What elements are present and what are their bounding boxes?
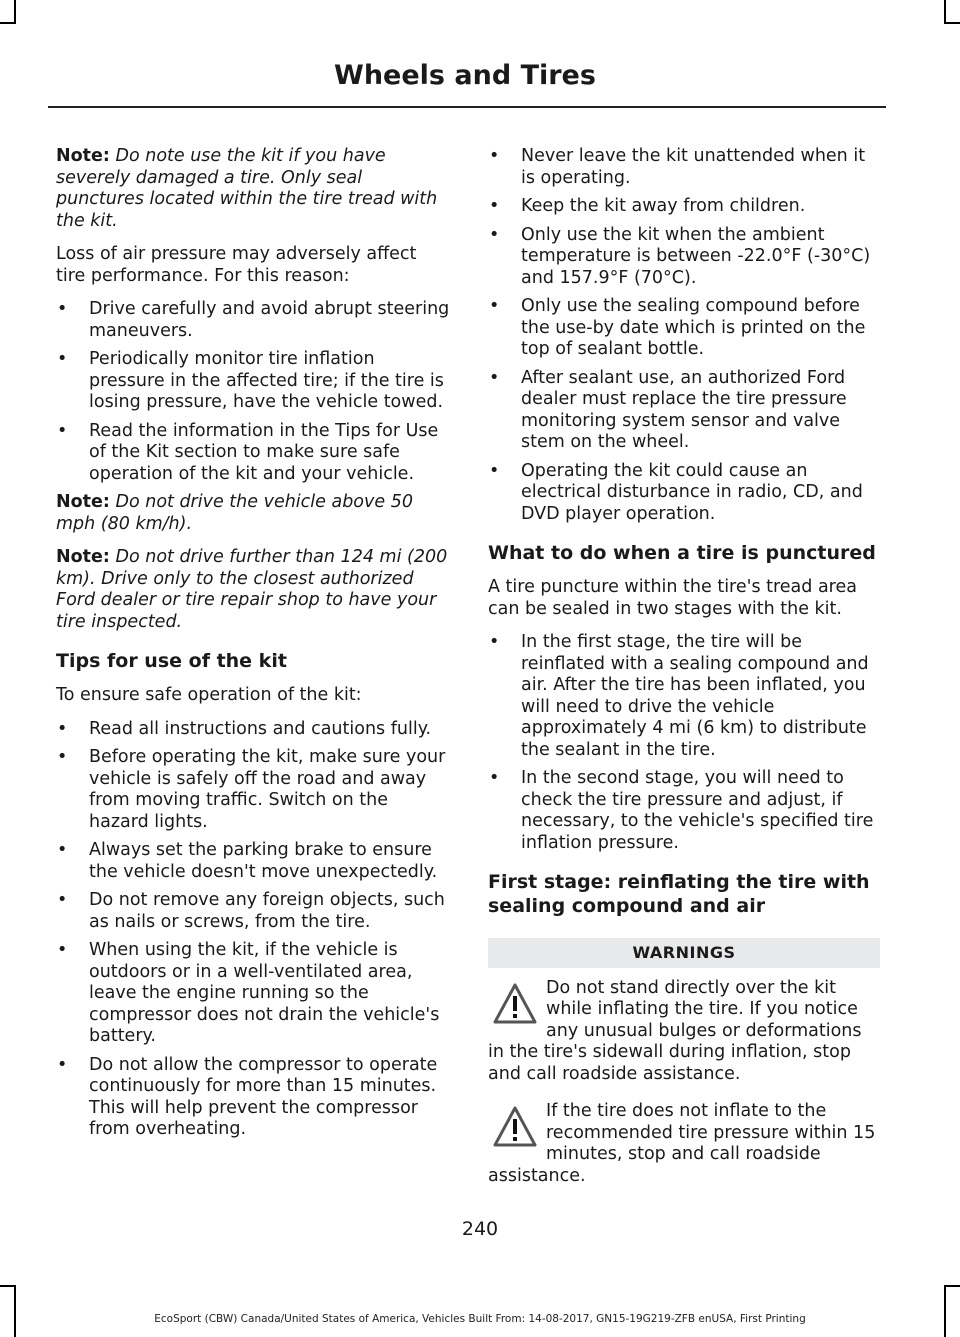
section-intro: To ensure safe operation of the kit: (56, 685, 362, 705)
list-item (56, 747, 450, 833)
bullet-icon: • (489, 224, 500, 245)
warning-block (488, 1101, 880, 1187)
footer-text: EcoSport (CBW) Canada/United States of America, Vehicles Built From: 14-08-2017, GN15-19G219-ZFB enUSA, First Printing (154, 1313, 806, 1325)
section-heading: First stage: reinflating the tire with sealing compound and air (488, 871, 870, 917)
bullet-icon: • (57, 420, 68, 441)
intro-paragraph: Loss of air pressure may adversely affect tire performance. For this reason: (56, 244, 417, 286)
list-item-text: Only use the sealing compound before the use-by date which is printed on the top of sealant bottle. (521, 296, 866, 359)
bullet-list (488, 146, 880, 525)
crop-mark (0, 22, 16, 24)
note-label: Note: (56, 492, 110, 512)
bullet-list (488, 632, 880, 854)
bullet-icon: • (489, 768, 500, 788)
list-item-text: Operating the kit could cause an electrical disturbance in radio, CD, and DVD player operation. (521, 460, 863, 524)
list-item (488, 632, 880, 761)
crop-mark (944, 1285, 960, 1287)
warnings-banner: WARNINGS (488, 938, 880, 968)
crop-mark (944, 22, 960, 24)
list-item-text: When using the kit, if the vehicle is outdoors or in a well-ventilated area, leave the engine running so the compressor does not drain the vehicle's battery. (89, 940, 440, 1046)
list-item (56, 349, 450, 414)
list-item (488, 461, 880, 526)
bullet-icon: • (57, 890, 68, 910)
note-paragraph (56, 547, 450, 633)
warning-block (488, 978, 880, 1086)
list-item (56, 1055, 450, 1141)
bullet-icon: • (489, 146, 500, 166)
note-text: Do not drive the vehicle above 50 mph (80 km/h). (56, 492, 413, 534)
list-item (488, 225, 880, 290)
warning-text: Do not stand directly over the kit while inflating the tire. If you notice any unusual bulges or deformations in the tire's sidewall during inflation, stop and call roadside assistance. (488, 977, 862, 1084)
note-label: Note: (56, 146, 110, 166)
list-item-text: Periodically monitor tire inflation pressure in the affected tire; if the tire is losing pressure, have the vehicle towed. (89, 349, 444, 412)
list-item (488, 146, 880, 189)
list-item (56, 299, 450, 342)
list-item-text: Read all instructions and cautions fully. (89, 718, 432, 739)
warning-triangle-icon (492, 982, 538, 1026)
note-paragraph (56, 492, 450, 535)
list-item (56, 421, 450, 486)
warning-triangle-icon (492, 1105, 538, 1149)
right-column (488, 146, 880, 1203)
crop-mark (0, 1285, 16, 1287)
crop-mark (944, 0, 946, 22)
bullet-icon: • (57, 718, 68, 739)
list-item-text: In the first stage, the tire will be reinflated with a sealing compound and air. After the tire has been inflated, you will need to drive the vehicle approximately 4 mi (6 km) to distribute the sealant in the tire. (521, 632, 869, 760)
list-item (56, 890, 450, 933)
list-item-text: Only use the kit when the ambient temperature is between -22.0°F (-30°C) and 157.9°F (70°C). (521, 224, 871, 288)
crop-mark (944, 1285, 946, 1337)
note-text: Do note use the kit if you have severely damaged a tire. Only seal punctures located within the tire tread with the kit. (56, 146, 438, 231)
section-intro: A tire puncture within the tire's tread area can be sealed in two stages with the kit. (488, 577, 857, 619)
page-title: Wheels and Tires (334, 60, 596, 91)
list-item-text: Never leave the kit unattended when it is operating. (521, 146, 866, 188)
section-heading: Tips for use of the kit (56, 650, 287, 672)
list-item (56, 719, 450, 741)
list-item-text: Do not remove any foreign objects, such as nails or screws, from the tire. (89, 890, 445, 932)
list-item (488, 768, 880, 854)
warning-text: If the tire does not inflate to the recommended tire pressure within 15 minutes, stop and call roadside assistance. (488, 1101, 876, 1186)
bullet-icon: • (489, 460, 500, 481)
list-item-text: Read the information in the Tips for Use of the Kit section to make sure safe operation of the kit and your vehicle. (89, 420, 439, 484)
list-item-text: Always set the parking brake to ensure the vehicle doesn't move unexpectedly. (89, 840, 438, 882)
list-item (488, 196, 880, 218)
note-paragraph (56, 146, 450, 232)
bullet-icon: • (57, 940, 68, 960)
bullet-icon: • (57, 349, 68, 369)
note-label: Note: (56, 547, 110, 567)
list-item-text: Keep the kit away from children. (521, 196, 806, 216)
header-divider (48, 106, 886, 108)
bullet-list (56, 299, 450, 485)
crop-mark (14, 0, 16, 22)
list-item (488, 368, 880, 454)
page-number: 240 (461, 1218, 499, 1240)
note-text: Do not drive further than 124 mi (200 km). Drive only to the closest authorized Ford dealer or tire repair shop to have your tire inspected. (56, 547, 448, 632)
bullet-icon: • (57, 747, 68, 767)
list-item-text: After sealant use, an authorized Ford dealer must replace the tire pressure monitoring system sensor and valve stem on the wheel. (521, 367, 847, 452)
bullet-icon: • (57, 1054, 68, 1075)
list-item-text: Before operating the kit, make sure your vehicle is safely off the road and away from moving traffic. Switch on the hazard lights. (89, 747, 446, 832)
bullet-icon: • (57, 299, 68, 319)
section-heading: What to do when a tire is punctured (488, 542, 876, 564)
list-item (488, 296, 880, 361)
bullet-icon: • (489, 632, 500, 652)
bullet-icon: • (57, 840, 68, 860)
list-item-text: Drive carefully and avoid abrupt steering maneuvers. (89, 299, 450, 341)
bullet-icon: • (489, 296, 500, 316)
list-item-text: In the second stage, you will need to check the tire pressure and adjust, if necessary, to the vehicle's specified tire inflation pressure. (521, 768, 874, 853)
bullet-list (56, 719, 450, 1141)
left-column (56, 146, 450, 1148)
crop-mark (14, 1285, 16, 1337)
bullet-icon: • (489, 367, 500, 388)
list-item (56, 840, 450, 883)
list-item-text: Do not allow the compressor to operate continuously for more than 15 minutes. This will help prevent the compressor from overheating. (89, 1054, 438, 1139)
list-item (56, 940, 450, 1048)
bullet-icon: • (489, 196, 500, 216)
